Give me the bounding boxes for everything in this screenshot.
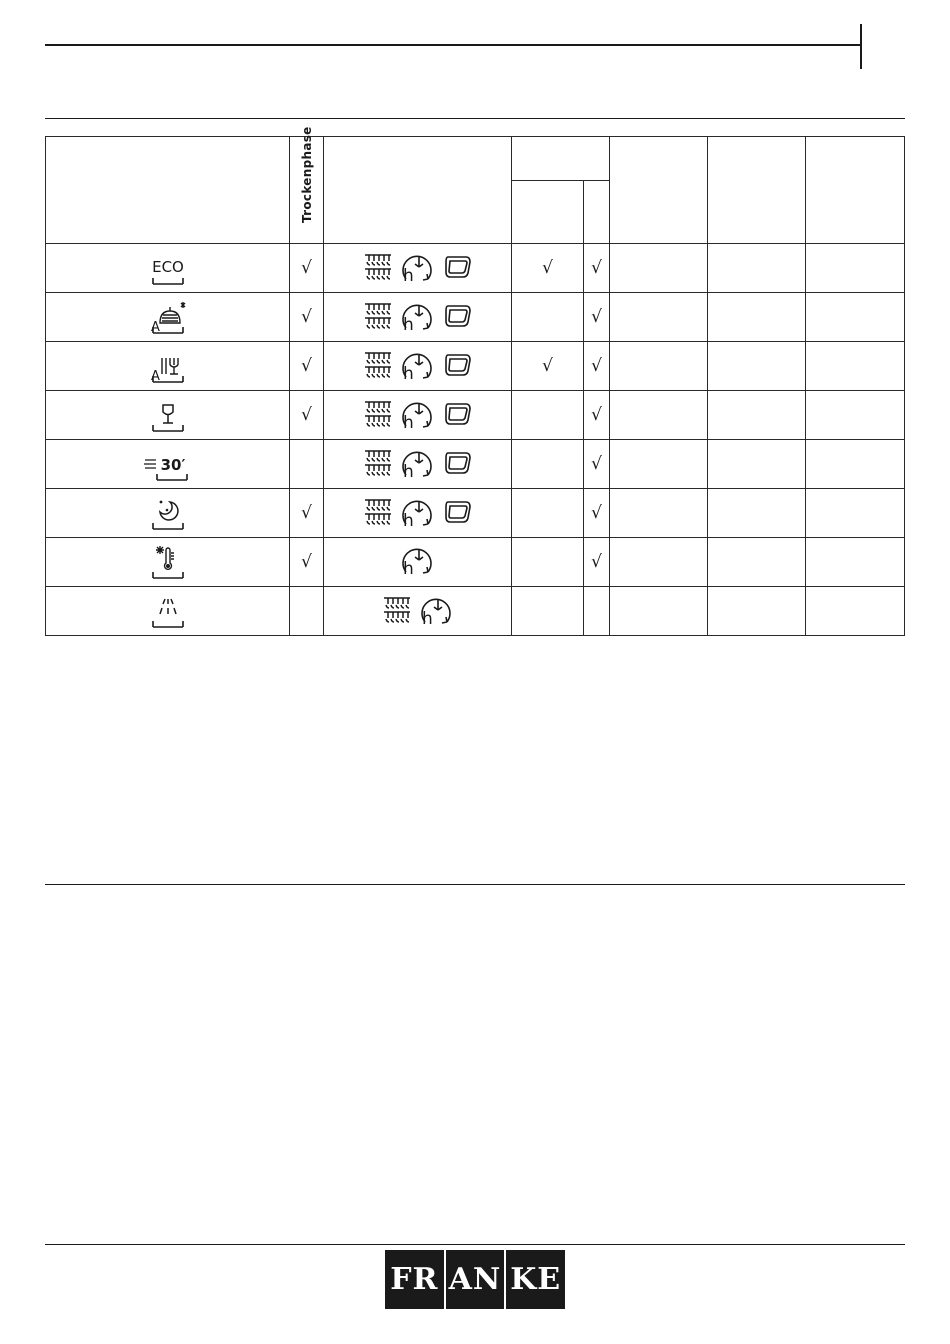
table-row	[46, 244, 905, 293]
drying-check: √	[290, 244, 324, 293]
half-load-icon	[362, 496, 394, 528]
table-row	[46, 538, 905, 587]
table-row	[46, 391, 905, 440]
table-row	[46, 293, 905, 342]
quick-30-icon	[144, 446, 192, 482]
header-sub-a-cell	[512, 181, 584, 244]
prewash-program-icon	[148, 593, 188, 629]
header-tick	[860, 24, 862, 69]
table-row	[46, 342, 905, 391]
col-b-check: √	[584, 391, 610, 440]
col-b-check: √	[584, 244, 610, 293]
col-a-check	[512, 587, 584, 636]
options-cell	[324, 538, 512, 587]
header-col6-cell	[610, 137, 708, 244]
col-a-check	[512, 489, 584, 538]
options-cell	[324, 587, 512, 636]
delay-start-icon	[400, 298, 436, 334]
tablet-icon	[442, 302, 474, 330]
header-rule	[45, 44, 861, 46]
table-row	[46, 440, 905, 489]
header-drying-phase: Trockenphase	[299, 126, 314, 223]
program-table	[45, 126, 905, 636]
auto-intensive-icon	[148, 299, 188, 335]
drying-check	[290, 587, 324, 636]
drying-check: √	[290, 489, 324, 538]
svg-text:A: A	[150, 369, 160, 384]
options-cell	[324, 244, 512, 293]
col-a-check: √	[512, 342, 584, 391]
drying-check	[290, 440, 324, 489]
table-header-row	[46, 137, 905, 181]
glass-program-icon	[148, 397, 188, 433]
drying-check: √	[290, 293, 324, 342]
drying-check: √	[290, 391, 324, 440]
delay-start-icon	[400, 249, 436, 285]
franke-logo: FR AN KE	[385, 1250, 565, 1309]
table-row	[46, 489, 905, 538]
col-a-check: √	[512, 244, 584, 293]
col-b-check: √	[584, 440, 610, 489]
auto-normal-icon	[148, 348, 188, 384]
half-load-icon	[362, 251, 394, 283]
drying-check: √	[290, 342, 324, 391]
header-col8-cell	[806, 137, 905, 244]
half-load-icon	[381, 594, 413, 626]
half-load-icon	[362, 300, 394, 332]
col-b-check: √	[584, 489, 610, 538]
col-a-check	[512, 440, 584, 489]
header-program-cell	[46, 137, 290, 244]
tablet-icon	[442, 253, 474, 281]
section-rule-top	[45, 118, 905, 119]
delay-start-icon	[419, 592, 455, 628]
hygiene-program-icon	[148, 544, 188, 580]
header-col7-cell	[708, 137, 806, 244]
half-load-icon	[362, 349, 394, 381]
header-sub-b-cell	[584, 181, 610, 244]
col-a-check	[512, 538, 584, 587]
delay-start-icon	[400, 445, 436, 481]
delay-start-icon	[400, 542, 436, 578]
options-cell	[324, 342, 512, 391]
col-b-check: √	[584, 293, 610, 342]
section-rule-middle	[45, 884, 905, 885]
table-row	[46, 587, 905, 636]
col-a-check	[512, 391, 584, 440]
delay-start-icon	[400, 347, 436, 383]
eco-program-icon	[148, 250, 188, 286]
drying-check: √	[290, 538, 324, 587]
options-cell	[324, 489, 512, 538]
tablet-icon	[442, 400, 474, 428]
header-group-cell	[512, 137, 610, 181]
col-b-check: √	[584, 342, 610, 391]
col-b-check: √	[584, 538, 610, 587]
options-cell	[324, 440, 512, 489]
tablet-icon	[442, 498, 474, 526]
tablet-icon	[442, 351, 474, 379]
tablet-icon	[442, 449, 474, 477]
footer-rule	[45, 1244, 905, 1245]
options-cell	[324, 293, 512, 342]
col-b-check	[584, 587, 610, 636]
header-options-cell	[324, 137, 512, 244]
options-cell	[324, 391, 512, 440]
half-load-icon	[362, 398, 394, 430]
half-load-icon	[362, 447, 394, 479]
delay-start-icon	[400, 396, 436, 432]
svg-text:30′: 30′	[160, 456, 185, 474]
col-a-check	[512, 293, 584, 342]
header-drying-cell	[290, 126, 324, 244]
night-program-icon	[148, 495, 188, 531]
delay-start-icon	[400, 494, 436, 530]
svg-text:A: A	[150, 320, 160, 335]
svg-text:ECO: ECO	[151, 258, 184, 276]
